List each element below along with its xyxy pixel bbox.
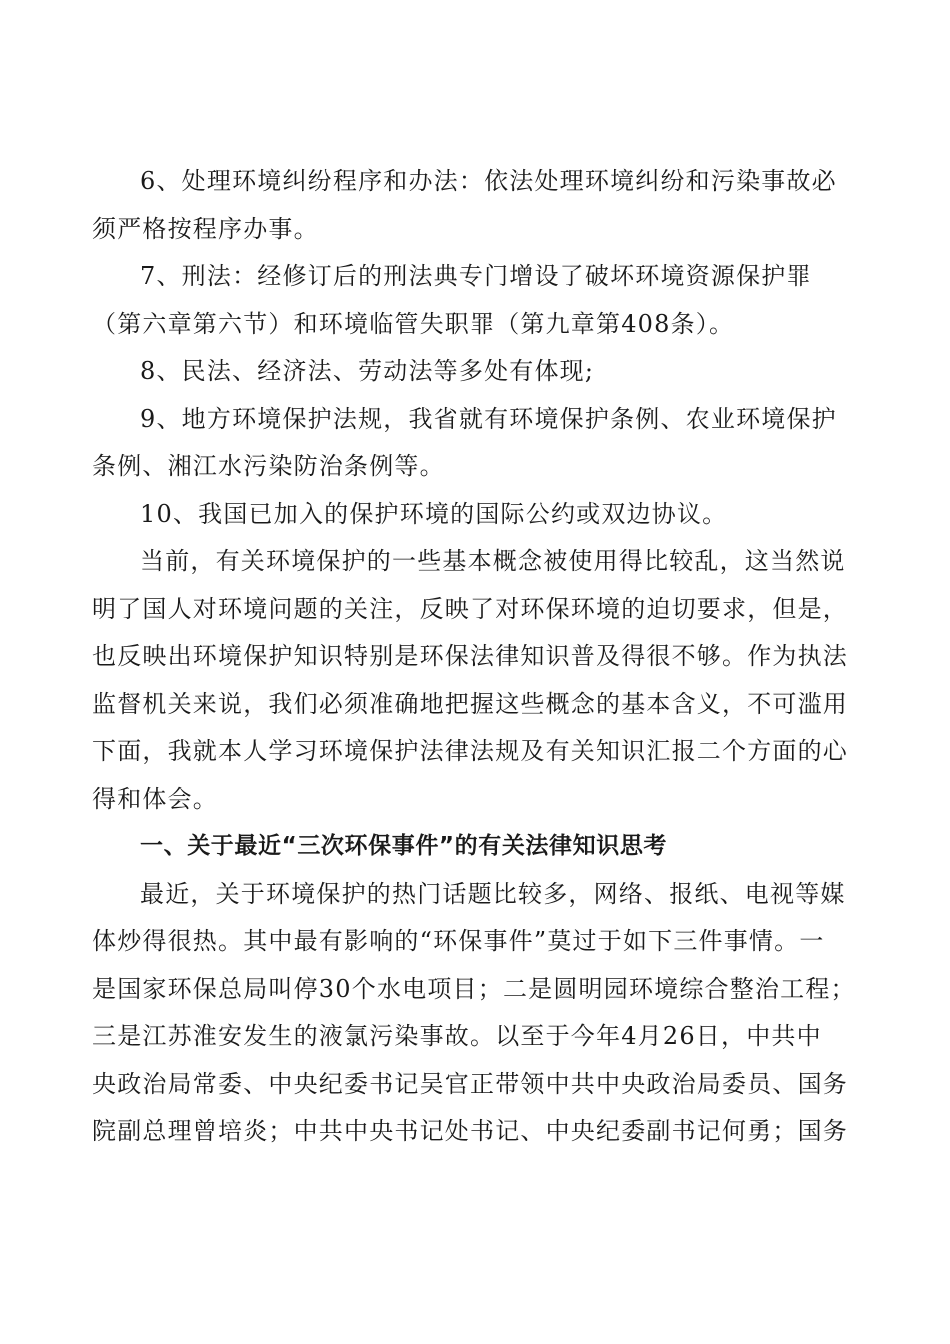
document-body <box>92 158 862 1156</box>
text-line: 当前，有关环境保护的一些基本概念被使用得比较乱，这当然说 <box>140 547 846 575</box>
text-line: 9、地方环境保护法规，我省就有环境保护条例、农业环境保护 <box>140 404 837 433</box>
text-line: 最近，关于环境保护的热门话题比较多，网络、报纸、电视等媒 <box>140 879 846 908</box>
paragraph-item-6 <box>92 158 862 253</box>
text-line: 10、我国已加入的保护环境的国际公约或双边协议。 <box>140 499 728 528</box>
text-line: 体炒得很热。其中最有影响的“环保事件”莫过于如下三件事情。一 <box>92 927 825 955</box>
text-line: 得和体会。 <box>92 784 218 813</box>
paragraph-item-10 <box>92 491 862 539</box>
paragraph-item-7 <box>92 253 862 348</box>
text-line: 三是江苏淮安发生的液氯污染事故。以至于今年4月26日，中共中 <box>92 1022 822 1050</box>
text-line: 院副总理曾培炎；中共中央书记处书记、中央纪委副书记何勇；国务 <box>92 1117 848 1145</box>
paragraph-recent-events <box>92 871 862 1156</box>
paragraph-item-8 <box>92 348 862 396</box>
text-line: 8、民法、经济法、劳动法等多处有体现; <box>140 357 595 385</box>
text-line: 明了国人对环境问题的关注，反映了对环保环境的迫切要求，但是， <box>92 594 848 623</box>
text-line: 也反映出环境保护知识特别是环保法律知识普及得很不够。作为执法 <box>92 642 848 670</box>
section-heading: 一、关于最近“三次环保事件”的有关法律知识思考 <box>140 833 668 859</box>
text-line: 7、刑法：经修订后的刑法典专门增设了破坏环境资源保护罪 <box>140 262 812 290</box>
text-line: 央政治局常委、中央纪委书记吴官正带领中共中央政治局委员、国务 <box>92 1069 848 1098</box>
text-line: 是国家环保总局叫停30个水电项目；二是圆明园环境综合整治工程； <box>92 974 856 1003</box>
text-line: （第六章第六节）和环境临管失职罪（第九章第408条）。 <box>92 309 735 338</box>
text-line: 6、处理环境纠纷程序和办法：依法处理环境纠纷和污染事故必 <box>140 167 837 195</box>
paragraph-item-9 <box>92 396 862 491</box>
text-line: 下面，我就本人学习环境保护法律法规及有关知识汇报二个方面的心 <box>92 737 848 765</box>
text-line: 须严格按程序办事。 <box>92 214 319 243</box>
text-line: 条例、湘江水污染防治条例等。 <box>92 452 445 480</box>
text-line: 监督机关来说，我们必须准确地把握这些概念的基本含义，不可滥用 <box>92 689 848 718</box>
paragraph-current-situation <box>92 538 862 823</box>
